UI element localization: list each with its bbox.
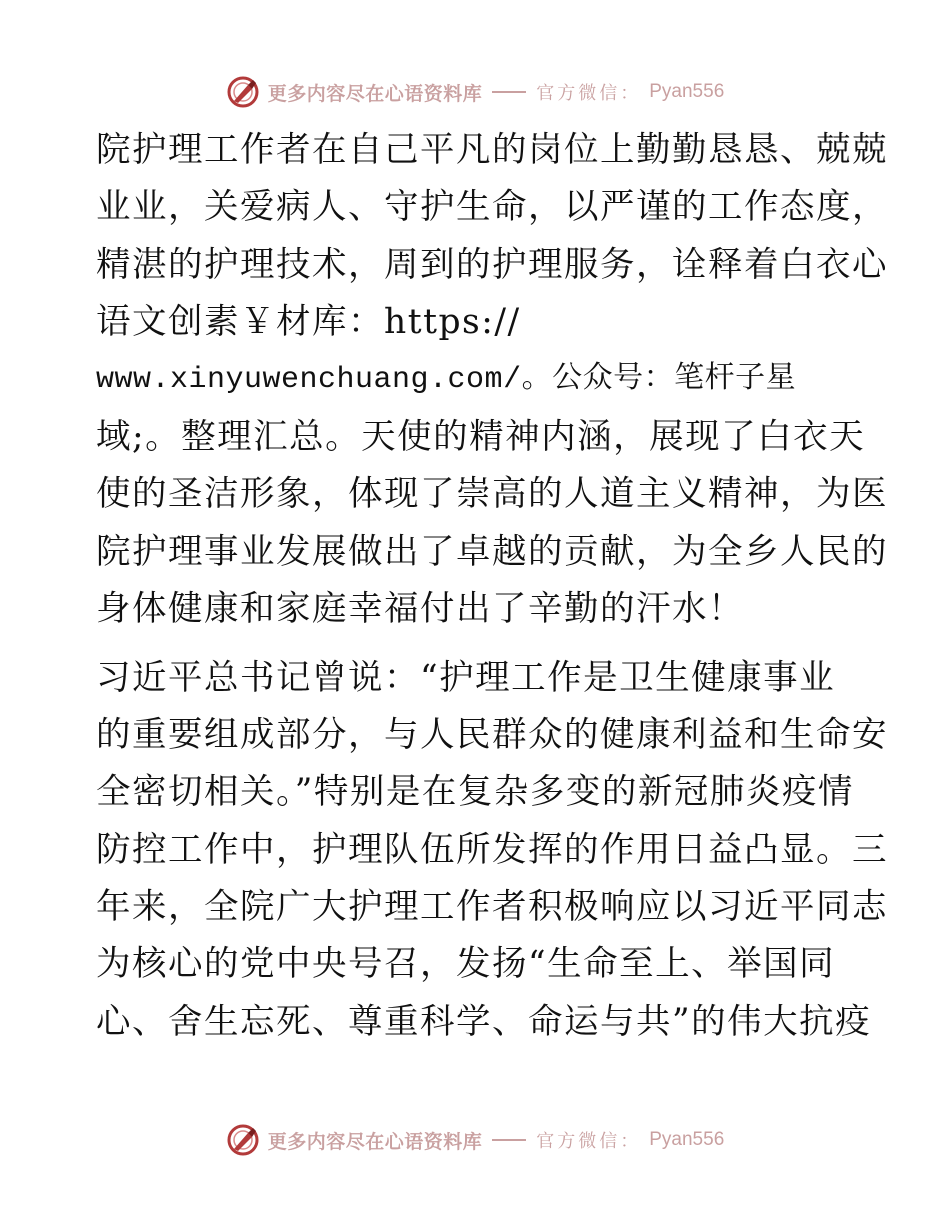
pen-nib-logo-icon xyxy=(226,75,260,109)
banner-dash xyxy=(492,1139,526,1141)
text-line: 的重要组成部分，与人民群众的健康利益和生命安 xyxy=(96,714,888,755)
banner-main-text: 更多内容尽在心语资料库 xyxy=(267,1130,483,1153)
paragraph-1 xyxy=(96,122,888,639)
banner-dash xyxy=(492,91,526,93)
pen-nib-logo-icon xyxy=(226,1123,260,1157)
header-watermark-banner xyxy=(0,72,950,112)
text-line: 域;。整理汇总。天使的精神内涵，展现了白衣天 xyxy=(96,416,866,457)
banner-wechat-label: 官方微信： xyxy=(536,83,642,104)
text-line: 语文创素￥材库：https:// xyxy=(96,302,521,343)
text-line: 使的圣洁形象，体现了崇高的人道主义精神，为医 xyxy=(96,474,888,515)
text-line: 全密切相关。”特别是在复杂多变的新冠肺炎疫情 xyxy=(96,772,854,813)
url-text-line: www.xinyuwenchuang.com/。公众号：笔杆子星 xyxy=(96,362,797,397)
text-line: 院护理工作者在自己平凡的岗位上勤勤恳恳、兢兢 xyxy=(96,130,888,170)
banner-wechat-id: Pyan556 xyxy=(649,81,725,102)
text-line: 习近平总书记曾说：“护理工作是卫生健康事业 xyxy=(96,657,836,698)
banner-main-text: 更多内容尽在心语资料库 xyxy=(267,82,483,105)
text-line: 心、舍生忘死、尊重科学、命运与共”的伟大抗疫 xyxy=(96,1001,872,1042)
text-line: 防控工作中，护理队伍所发挥的作用日益凸显。三 xyxy=(96,829,888,870)
text-line: 身体健康和家庭幸福付出了辛勤的汗水！ xyxy=(96,589,744,630)
text-line: 院护理事业发展做出了卓越的贡献，为全乡人民的 xyxy=(96,531,888,572)
banner-wechat-id: Pyan556 xyxy=(649,1129,725,1150)
banner-wechat-label: 官方微信： xyxy=(536,1131,642,1152)
text-line: 为核心的党中央号召，发扬“生命至上、举国同 xyxy=(96,944,836,985)
paragraph-gap xyxy=(96,639,856,650)
text-line: 业业，关爱病人、守护生命，以严谨的工作态度， xyxy=(96,187,888,228)
document-body xyxy=(96,122,888,1051)
footer-watermark-banner xyxy=(0,1120,950,1160)
text-line: 年来，全院广大护理工作者积极响应以习近平同志 xyxy=(96,887,888,928)
text-line: 精湛的护理技术，周到的护理服务，诠释着白衣心 xyxy=(96,244,888,285)
paragraph-2 xyxy=(96,650,888,1052)
